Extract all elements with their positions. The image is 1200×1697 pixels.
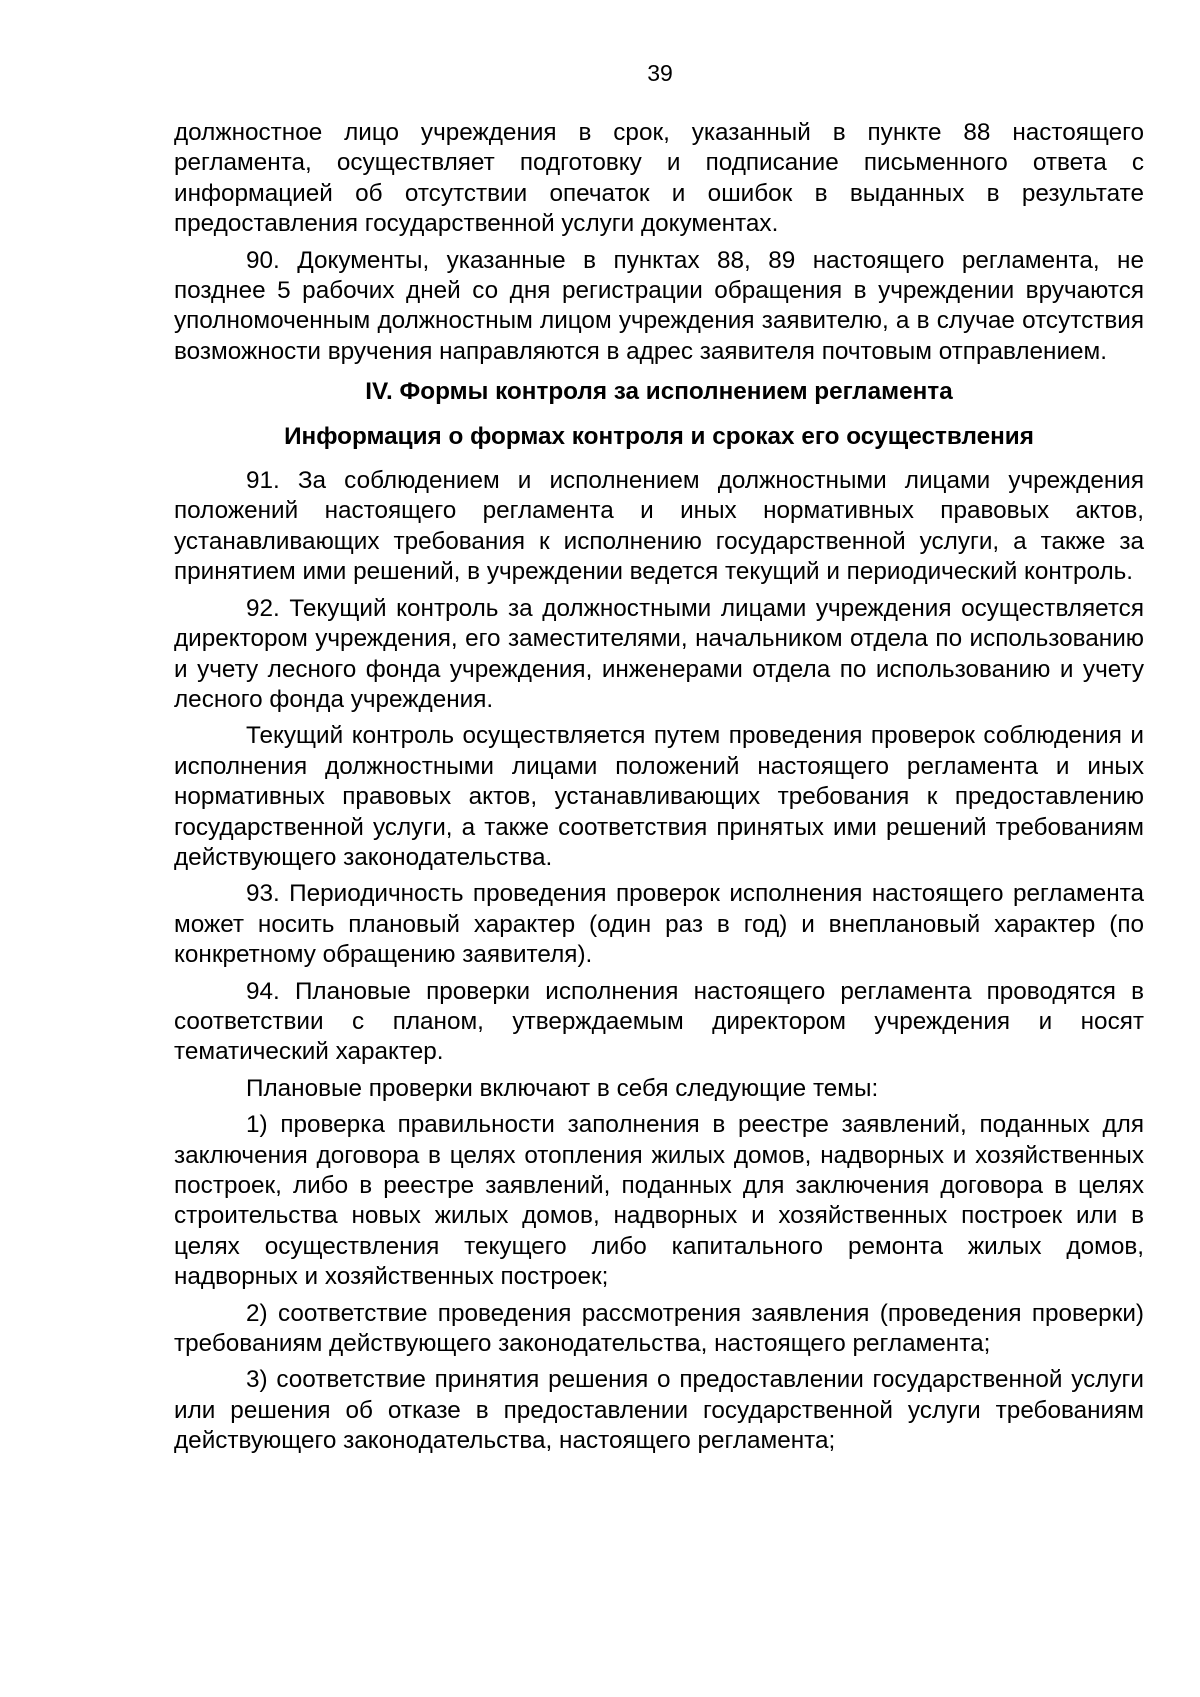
document-body [174,118,1144,1463]
paragraph-94: 94. Плановые проверки исполнения настоящего регламента проводятся в соответствии с планом, утверждаемым директором учреждения и носят тематический характер. [174,977,1144,1066]
paragraph-current-control: Текущий контроль осуществляется путем проведения проверок соблюдения и исполнения должностными лицами положений настоящего регламента и иных нормативных правовых актов, устанавливающих требования к предоставлению государственной услуги, а также соответствия принятых ими решений требованиям действующего законодательства. [174,722,1144,871]
paragraph-90: 90. Документы, указанные в пунктах 88, 89 настоящего регламента, не позднее 5 рабочих дней со дня регистрации обращения в учреждении вручаются уполномоченным должностным лицом учреждения заявителю, а в случае отсутствия возможности вручения направляются в адрес заявителя почтовым отправлением. [174,246,1144,365]
section-subheading: Информация о формах контроля и сроках его осуществления [284,422,1034,450]
list-item-2: 2) соответствие проведения рассмотрения заявления (проведения проверки) требованиям действующего законодательства, настоящего регламента; [174,1299,1144,1358]
page-number: 39 [647,60,673,86]
list-item-3: 3) соответствие принятия решения о предоставлении государственной услуги или решения об отказе в предоставлении государственной услуги требованиям действующего законодательства, настоящего регламента; [174,1366,1144,1455]
paragraph-92: 92. Текущий контроль за должностными лицами учреждения осуществляется директором учреждения, его заместителями, начальником отдела по использованию и учету лесного фонда учреждения, инженерами отдела по использованию и учету лесного фонда учреждения. [174,594,1144,713]
list-item-1: 1) проверка правильности заполнения в реестре заявлений, поданных для заключения договора в целях отопления жилых домов, надворных и хозяйственных построек, либо в реестре заявлений, поданных для заключения договора в целях строительства новых жилых домов, надворных и хозяйственных построек или в целях осуществления текущего либо капитального ремонта жилых домов, надворных и хозяйственных построек; [174,1111,1144,1291]
paragraph-continuation: должностное лицо учреждения в срок, указанный в пункте 88 настоящего регламента, осуществляет подготовку и подписание письменного ответа с информацией об отсутствии опечаток и ошибок в выданных в результате предоставления государственной услуги документах. [174,119,1144,238]
paragraph-planned-topics: Плановые проверки включают в себя следующие темы: [246,1074,879,1102]
paragraph-93: 93. Периодичность проведения проверок исполнения настоящего регламента может носить плановый характер (один раз в год) и внеплановый характер (по конкретному обращению заявителя). [174,880,1144,969]
section-heading: IV. Формы контроля за исполнением регламента [365,378,953,406]
paragraph-91: 91. За соблюдением и исполнением должностными лицами учреждения положений настоящего регламента и иных нормативных правовых актов, устанавливающих требования к исполнению государственной услуги, а также за принятием ими решений, в учреждении ведется текущий и периодический контроль. [174,467,1144,586]
